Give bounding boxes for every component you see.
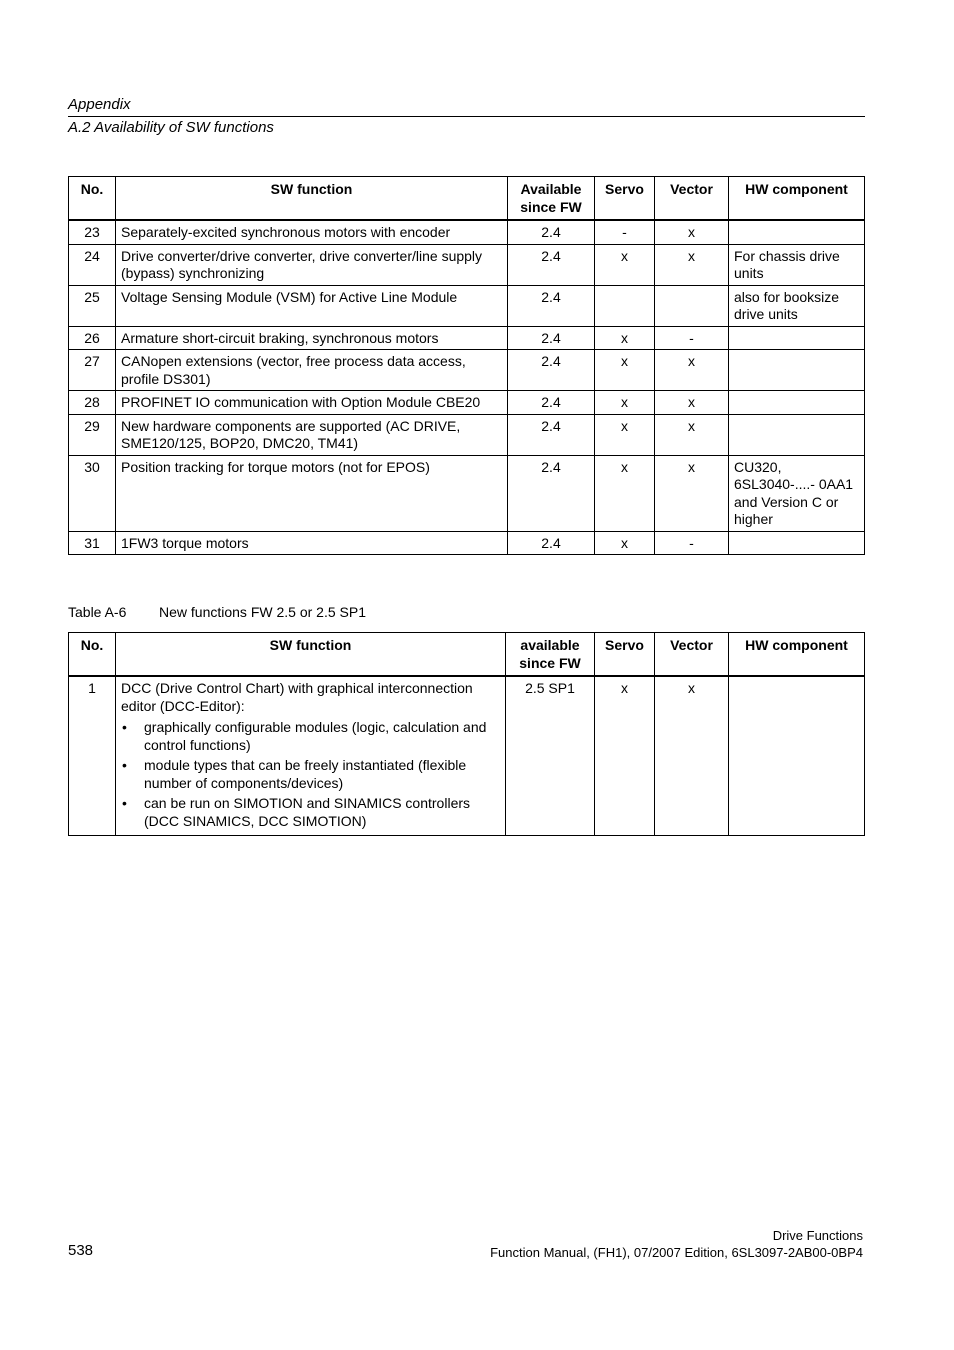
- functions-table-fw24: [68, 176, 865, 555]
- cell-since: 2.5 SP1: [506, 676, 595, 836]
- table-header-row: [69, 177, 865, 221]
- cell-since: 2.4: [508, 244, 595, 285]
- functions-table-fw25: [68, 632, 865, 836]
- cell-no: 1: [69, 676, 116, 836]
- table-row: [69, 220, 865, 244]
- cell-servo: x: [595, 531, 655, 555]
- cell-servo: [595, 285, 655, 326]
- col-hw-header: HW component: [729, 633, 865, 677]
- table-header-row: [69, 633, 865, 677]
- footer-manual-info: Function Manual, (FH1), 07/2007 Edition, 6SL3097-2AB00-0BP4: [490, 1245, 863, 1260]
- cell-function: CANopen extensions (vector, free process data access, profile DS301): [116, 350, 508, 391]
- cell-servo: -: [595, 220, 655, 244]
- col-servo-header: Servo: [595, 633, 655, 677]
- cell-vector: x: [655, 414, 729, 455]
- list-item: • module types that can be freely instantiated (flexible number of components/devices): [121, 757, 500, 792]
- cell-since: 2.4: [508, 414, 595, 455]
- col-hw-header: HW component: [729, 177, 865, 221]
- cell-function: PROFINET IO communication with Option Module CBE20: [116, 391, 508, 415]
- cell-servo: x: [595, 455, 655, 531]
- cell-function: [116, 676, 506, 836]
- table-row: [69, 350, 865, 391]
- cell-no: 30: [69, 455, 116, 531]
- list-item: • graphically configurable modules (logic, calculation and control functions): [121, 719, 500, 754]
- cell-servo: x: [595, 326, 655, 350]
- table-row: [69, 414, 865, 455]
- cell-hw: [729, 326, 865, 350]
- cell-servo: x: [595, 391, 655, 415]
- cell-vector: -: [655, 326, 729, 350]
- cell-vector: [655, 285, 729, 326]
- cell-no: 26: [69, 326, 116, 350]
- table-row: [69, 531, 865, 555]
- cell-vector: x: [655, 244, 729, 285]
- table-row: [69, 455, 865, 531]
- table-body: [69, 220, 865, 555]
- cell-hw: [729, 220, 865, 244]
- cell-no: 31: [69, 531, 116, 555]
- cell-vector: x: [655, 455, 729, 531]
- caption-text: New functions FW 2.5 or 2.5 SP1: [159, 604, 366, 620]
- cell-function: Separately-excited synchronous motors with encoder: [116, 220, 508, 244]
- cell-servo: x: [595, 244, 655, 285]
- feature-list: [121, 719, 500, 830]
- cell-no: 25: [69, 285, 116, 326]
- table-caption: [68, 604, 366, 620]
- cell-hw: [729, 350, 865, 391]
- table-row: [69, 676, 865, 836]
- cell-no: 23: [69, 220, 116, 244]
- cell-no: 24: [69, 244, 116, 285]
- col-function-header: SW function: [116, 633, 506, 677]
- chapter-title: Appendix: [68, 96, 131, 113]
- cell-since: 2.4: [508, 531, 595, 555]
- table-row: [69, 244, 865, 285]
- table-row: [69, 391, 865, 415]
- cell-no: 27: [69, 350, 116, 391]
- cell-vector: x: [655, 350, 729, 391]
- cell-function: Armature short-circuit braking, synchronous motors: [116, 326, 508, 350]
- col-no-header: No.: [69, 177, 116, 221]
- cell-hw: [729, 531, 865, 555]
- page-number: 538: [68, 1242, 94, 1259]
- cell-vector: x: [655, 676, 729, 836]
- cell-since: 2.4: [508, 220, 595, 244]
- cell-since: 2.4: [508, 391, 595, 415]
- cell-function: 1FW3 torque motors: [116, 531, 508, 555]
- table-row: [69, 326, 865, 350]
- cell-since: 2.4: [508, 350, 595, 391]
- cell-hw: CU320, 6SL3040-....- 0AA1 and Version C or higher: [729, 455, 865, 531]
- cell-servo: x: [595, 350, 655, 391]
- cell-no: 29: [69, 414, 116, 455]
- cell-servo: x: [595, 676, 655, 836]
- cell-servo: x: [595, 414, 655, 455]
- table-row: [69, 285, 865, 326]
- cell-vector: x: [655, 220, 729, 244]
- cell-hw: [729, 676, 865, 836]
- cell-function: Drive converter/drive converter, drive converter/line supply (bypass) synchronizing: [116, 244, 508, 285]
- cell-hw: also for booksize drive units: [729, 285, 865, 326]
- footer-doc-title: Drive Functions: [772, 1228, 863, 1243]
- cell-function: Position tracking for torque motors (not for EPOS): [116, 455, 508, 531]
- function-description: DCC (Drive Control Chart) with graphical interconnection editor (DCC-Editor):: [121, 680, 473, 714]
- cell-hw: [729, 414, 865, 455]
- col-servo-header: Servo: [595, 177, 655, 221]
- list-item: • can be run on SIMOTION and SINAMICS controllers (DCC SINAMICS, DCC SIMOTION): [121, 795, 500, 830]
- cell-no: 28: [69, 391, 116, 415]
- cell-since: 2.4: [508, 285, 595, 326]
- cell-function: Voltage Sensing Module (VSM) for Active Line Module: [116, 285, 508, 326]
- cell-hw: [729, 391, 865, 415]
- page-footer-info: [490, 1227, 863, 1261]
- col-no-header: No.: [69, 633, 116, 677]
- col-since-header: Available since FW: [508, 177, 595, 221]
- cell-since: 2.4: [508, 326, 595, 350]
- cell-vector: x: [655, 391, 729, 415]
- cell-since: 2.4: [508, 455, 595, 531]
- caption-label: Table A-6: [68, 604, 127, 620]
- col-vector-header: Vector: [655, 177, 729, 221]
- page-header: [68, 96, 865, 137]
- cell-vector: -: [655, 531, 729, 555]
- cell-function: New hardware components are supported (AC DRIVE, SME120/125, BOP20, DMC20, TM41): [116, 414, 508, 455]
- section-title: A.2 Availability of SW functions: [68, 119, 274, 136]
- cell-hw: For chassis drive units: [729, 244, 865, 285]
- col-vector-header: Vector: [655, 633, 729, 677]
- col-function-header: SW function: [116, 177, 508, 221]
- col-since-header: available since FW: [506, 633, 595, 677]
